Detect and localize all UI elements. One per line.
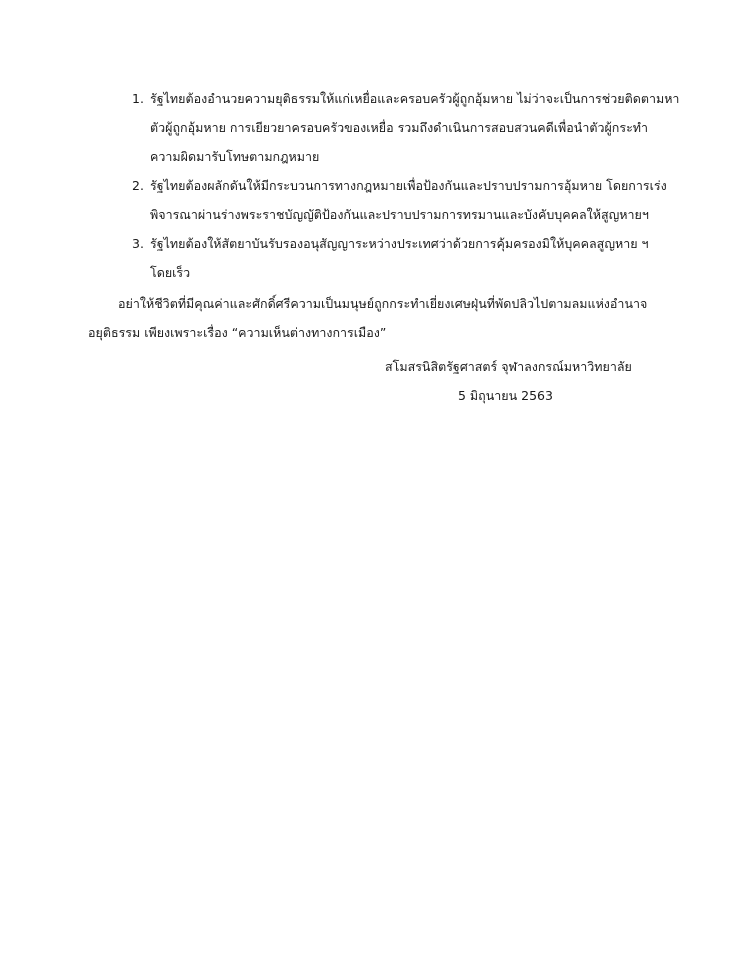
demand-text-line: รัฐไทยต้องผลักดันให้มีกระบวนการทางกฎหมายเพื่อป้องกันและปราบปรามการอุ้มหาย โดยการเร่ง — [150, 178, 667, 193]
closing-paragraph — [88, 289, 688, 347]
signature-organization: สโมสรนิสิตรัฐศาสตร์ จุฬาลงกรณ์มหาวิทยาลัย — [385, 359, 632, 374]
list-number: 1. — [132, 91, 144, 106]
demand-item-2 — [120, 171, 680, 229]
demand-text-line: พิจารณาผ่านร่างพระราชบัญญัติป้องกันและปราบปรามการทรมานและบังคับบุคคลให้สูญหายฯ — [150, 207, 649, 222]
signature-date: 5 มิถุนายน 2563 — [458, 388, 553, 403]
closing-line-1: อย่าให้ชีวิตที่มีคุณค่าและศักดิ์ศรีความเป็นมนุษย์ถูกกระทำเยี่ยงเศษฝุ่นที่พัดปลิวไปตามลมแห่งอำนาจ — [118, 296, 648, 311]
demand-text-line: ความผิดมารับโทษตามกฎหมาย — [150, 149, 320, 164]
demand-text-line: ตัวผู้ถูกอุ้มหาย การเยียวยาครอบครัวของเหยื่อ รวมถึงดำเนินการสอบสวนคดีเพื่อนำตัวผู้กระทำ — [150, 120, 649, 135]
closing-line-2: อยุติธรรม เพียงเพราะเรื่อง “ความเห็นต่างทางการเมือง” — [88, 325, 387, 340]
demand-item-3 — [120, 229, 680, 287]
demand-text-line: โดยเร็ว — [150, 265, 191, 280]
demand-text-line: รัฐไทยต้องอำนวยความยุติธรรมให้แก่เหยื่อและครอบครัวผู้ถูกอุ้มหาย ไม่ว่าจะเป็นการช่วยติดตามหา — [150, 91, 680, 106]
demand-item-1 — [120, 84, 680, 171]
demands-list — [120, 84, 680, 287]
demand-text-line: รัฐไทยต้องให้สัตยาบันรับรองอนุสัญญาระหว่างประเทศว่าด้วยการคุ้มครองมิให้บุคคลสูญหาย ฯ — [150, 236, 649, 251]
list-number: 2. — [132, 178, 144, 193]
list-number: 3. — [132, 236, 144, 251]
